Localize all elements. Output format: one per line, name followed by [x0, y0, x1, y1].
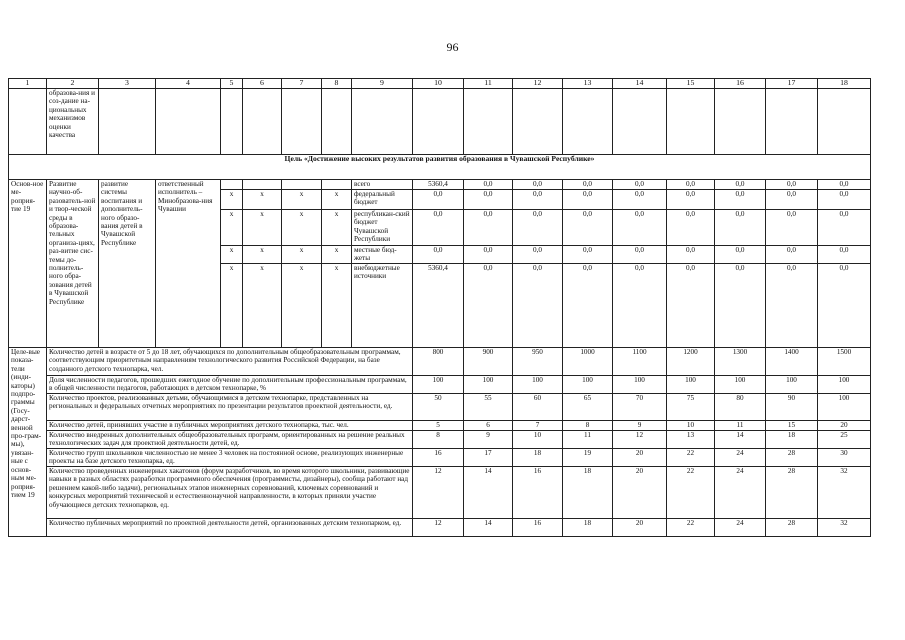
- page-number: 96: [446, 40, 459, 54]
- indicator-value: 11: [715, 421, 766, 431]
- indicator-value: 20: [613, 449, 667, 467]
- table-cell: [9, 89, 47, 155]
- funding-value: 0,0: [413, 190, 464, 210]
- indicator-value: 7: [513, 421, 563, 431]
- funding-value: 0,0: [667, 210, 715, 246]
- indicator-value: 1200: [667, 348, 715, 376]
- mark-cell: [243, 180, 282, 190]
- column-header: 5: [221, 79, 243, 89]
- indicator-value: 11: [563, 431, 613, 449]
- table-cell: [243, 89, 282, 155]
- funding-value: 0,0: [563, 190, 613, 210]
- indicator-value: 9: [464, 431, 513, 449]
- indicator-value: 12: [613, 431, 667, 449]
- mark-cell: x: [221, 190, 243, 210]
- funding-value: 0,0: [464, 180, 513, 190]
- table-cell: [282, 89, 322, 155]
- indicator-text: Доля численности педагогов, прошедших ежегодное обучение по дополнительным профессиональным программам, в общей численности педагогов, работающих в детском технопарке, %: [47, 376, 413, 394]
- table-cell: [352, 89, 413, 155]
- indicator-value: 100: [818, 394, 871, 421]
- table-cell: [715, 89, 766, 155]
- indicator-text: Количество проектов, реализованных детьми, обучающимися в детском технопарке, представленных на региональных и федеральных отчетных мероприятиях по презентации результатов проектной деятельности, ед.: [47, 394, 413, 421]
- table-cell: [464, 89, 513, 155]
- indicator-value: 1000: [563, 348, 613, 376]
- table-cell: [99, 89, 156, 155]
- indicator-value: 1500: [818, 348, 871, 376]
- funding-value: 0,0: [818, 190, 871, 210]
- funding-value: 0,0: [464, 264, 513, 348]
- mark-cell: x: [282, 246, 322, 264]
- column-header: 17: [766, 79, 818, 89]
- indicator-value: 9: [613, 421, 667, 431]
- fragment-row: [9, 89, 871, 155]
- indicator-value: 90: [766, 394, 818, 421]
- funding-value: 0,0: [766, 246, 818, 264]
- indicator-value: 800: [413, 348, 464, 376]
- indicator-row: [9, 519, 871, 537]
- mark-cell: x: [282, 264, 322, 348]
- activity-c2: Развитие научно-об-разователь-ной и твор-ческой среды в образова-тельных организа-циях, раз-витие сис-темы до-полнитель-ного обра-зования детей в Чувашской Республике: [47, 180, 99, 348]
- indicator-text: Количество внедренных дополнительных общеобразовательных программ, ориентированных на решение реальных технологических задач для проектной деятельности детей, ед.: [47, 431, 413, 449]
- column-header: 8: [322, 79, 352, 89]
- funding-source: федеральный бюджет: [352, 190, 413, 210]
- indicator-value: 18: [513, 449, 563, 467]
- indicator-value: 15: [766, 421, 818, 431]
- funding-value: 0,0: [464, 190, 513, 210]
- table-cell: [563, 89, 613, 155]
- funding-value: 0,0: [715, 246, 766, 264]
- mark-cell: x: [243, 246, 282, 264]
- funding-value: 0,0: [563, 180, 613, 190]
- indicator-text: Количество публичных мероприятий по проектной деятельности детей, организованных детским технопарком, ед.: [47, 519, 413, 537]
- column-header: 16: [715, 79, 766, 89]
- mark-cell: x: [221, 246, 243, 264]
- table-cell: [413, 89, 464, 155]
- mark-cell: x: [243, 264, 282, 348]
- funding-value: 0,0: [613, 246, 667, 264]
- indicator-value: 16: [513, 467, 563, 519]
- indicator-value: 1400: [766, 348, 818, 376]
- indicator-text: Количество проведенных инженерных хакатонов (форум разработчиков, во время которого школьники, развивающие навыки в разных областях разработки программного обеспечения (программисты, дизайнеры), сообща работают над решением какой-либо задачи), региональных этапов инженерных соревнований, ключевых соревнований и конкурсных мероприятий технической и естественнонаучной направленности, в которых приняли участие обучающиеся детских технопарков, ед.: [47, 467, 413, 519]
- indicator-value: 12: [413, 467, 464, 519]
- indicator-value: 10: [513, 431, 563, 449]
- funding-value: 0,0: [513, 210, 563, 246]
- indicator-value: 28: [766, 519, 818, 537]
- funding-value: 0,0: [613, 190, 667, 210]
- indicator-row: [9, 467, 871, 519]
- indicator-value: 13: [667, 431, 715, 449]
- indicator-row: [9, 348, 871, 376]
- mark-cell: x: [322, 246, 352, 264]
- funding-value: 0,0: [513, 264, 563, 348]
- funding-value: 0,0: [715, 190, 766, 210]
- indicator-value: 22: [667, 467, 715, 519]
- funding-value: 0,0: [667, 190, 715, 210]
- indicator-value: 20: [613, 467, 667, 519]
- indicator-value: 100: [667, 376, 715, 394]
- indicator-value: 100: [563, 376, 613, 394]
- indicator-value: 100: [413, 376, 464, 394]
- indicator-value: 900: [464, 348, 513, 376]
- indicator-value: 16: [513, 519, 563, 537]
- indicator-value: 65: [563, 394, 613, 421]
- column-header: 14: [613, 79, 667, 89]
- funding-value: 0,0: [613, 210, 667, 246]
- funding-value: 0,0: [818, 246, 871, 264]
- funding-value: 0,0: [667, 180, 715, 190]
- mark-cell: x: [322, 210, 352, 246]
- indicator-value: 12: [413, 519, 464, 537]
- funding-source: всего: [352, 180, 413, 190]
- mark-cell: x: [221, 210, 243, 246]
- column-header: 10: [413, 79, 464, 89]
- mark-cell: [282, 180, 322, 190]
- funding-value: 0,0: [563, 210, 613, 246]
- previous-activity-fragment: образова-ния и соз-дание на-циональных механизмов оценки качества: [47, 89, 99, 155]
- column-header: 1: [9, 79, 47, 89]
- mark-cell: x: [282, 190, 322, 210]
- indicator-value: 22: [667, 449, 715, 467]
- funding-value: 5360,4: [413, 264, 464, 348]
- indicator-value: 100: [766, 376, 818, 394]
- indicator-value: 20: [613, 519, 667, 537]
- indicator-value: 8: [413, 431, 464, 449]
- indicator-value: 60: [513, 394, 563, 421]
- indicator-value: 6: [464, 421, 513, 431]
- indicator-value: 24: [715, 467, 766, 519]
- column-header: 6: [243, 79, 282, 89]
- indicator-value: 100: [513, 376, 563, 394]
- indicator-value: 16: [413, 449, 464, 467]
- funding-value: 0,0: [464, 246, 513, 264]
- funding-value: 0,0: [513, 190, 563, 210]
- mark-cell: x: [322, 264, 352, 348]
- indicator-value: 10: [667, 421, 715, 431]
- column-header: 4: [156, 79, 221, 89]
- funding-value: 0,0: [715, 180, 766, 190]
- indicator-row: [9, 431, 871, 449]
- column-header: 11: [464, 79, 513, 89]
- funding-value: 0,0: [613, 264, 667, 348]
- indicator-value: 18: [563, 467, 613, 519]
- indicator-value: 18: [563, 519, 613, 537]
- column-header: 2: [47, 79, 99, 89]
- table-cell: [766, 89, 818, 155]
- goal-title: Цель «Достижение высоких результатов развития образования в Чувашской Республике»: [9, 155, 871, 180]
- indicator-value: 28: [766, 449, 818, 467]
- indicator-value: 80: [715, 394, 766, 421]
- activity-c3: развитие системы воспитания и дополнитель-ного образо-вания детей в Чувашской Республике: [99, 180, 156, 348]
- mark-cell: x: [322, 190, 352, 210]
- column-header: 15: [667, 79, 715, 89]
- indicator-value: 100: [715, 376, 766, 394]
- indicator-row: [9, 394, 871, 421]
- indicators-label: Целе-вые показа-тели (инди-каторы) подпро-граммы (Госу-дарст-венной про-грам-мы), увязан-ные с основ-ным ме-роприя-тием 19: [9, 348, 47, 537]
- indicator-value: 14: [715, 431, 766, 449]
- table-cell: [513, 89, 563, 155]
- indicator-value: 17: [464, 449, 513, 467]
- indicator-value: 32: [818, 519, 871, 537]
- indicator-value: 5: [413, 421, 464, 431]
- indicator-value: 24: [715, 449, 766, 467]
- funding-value: 0,0: [464, 210, 513, 246]
- goal-row: [9, 155, 871, 180]
- funding-value: 0,0: [818, 264, 871, 348]
- table-cell: [818, 89, 871, 155]
- table-cell: [322, 89, 352, 155]
- indicator-text: Количество групп школьников численностью не менее 3 человек на постоянной основе, реализующих инженерные проекты на базе детского технопарка, ед.: [47, 449, 413, 467]
- funding-source: местные бюд-жеты: [352, 246, 413, 264]
- mark-cell: x: [221, 264, 243, 348]
- funding-value: 0,0: [413, 210, 464, 246]
- funding-value: 0,0: [818, 180, 871, 190]
- funding-value: 0,0: [818, 210, 871, 246]
- funding-source: республикан-ский бюджет Чувашской Республики: [352, 210, 413, 246]
- indicator-value: 100: [464, 376, 513, 394]
- activity-c1: Основ-ное ме-роприя-тие 19: [9, 180, 47, 348]
- indicator-value: 19: [563, 449, 613, 467]
- indicator-value: 100: [613, 376, 667, 394]
- funding-value: 0,0: [667, 264, 715, 348]
- funding-source: внебюджетные источники: [352, 264, 413, 348]
- indicator-value: 18: [766, 431, 818, 449]
- header-row: [9, 79, 871, 89]
- indicator-text: Количество детей, принявших участие в публичных мероприятиях детского технопарка, тыс. чел.: [47, 421, 413, 431]
- indicator-value: 24: [715, 519, 766, 537]
- indicator-value: 25: [818, 431, 871, 449]
- table-cell: [613, 89, 667, 155]
- indicator-value: 32: [818, 467, 871, 519]
- indicator-value: 950: [513, 348, 563, 376]
- funding-value: 0,0: [413, 246, 464, 264]
- mark-cell: x: [282, 210, 322, 246]
- mark-cell: x: [243, 210, 282, 246]
- indicator-row: [9, 449, 871, 467]
- column-header: 13: [563, 79, 613, 89]
- table-cell: [156, 89, 221, 155]
- indicator-value: 28: [766, 467, 818, 519]
- funding-value: 0,0: [715, 210, 766, 246]
- funding-row: [9, 180, 871, 190]
- funding-value: 0,0: [766, 180, 818, 190]
- column-header: 9: [352, 79, 413, 89]
- indicator-value: 55: [464, 394, 513, 421]
- indicator-value: 8: [563, 421, 613, 431]
- column-header: 3: [99, 79, 156, 89]
- funding-value: 0,0: [513, 246, 563, 264]
- funding-value: 0,0: [715, 264, 766, 348]
- indicator-row: [9, 421, 871, 431]
- indicator-value: 30: [818, 449, 871, 467]
- table-cell: [221, 89, 243, 155]
- funding-value: 5360,4: [413, 180, 464, 190]
- funding-value: 0,0: [766, 210, 818, 246]
- mark-cell: x: [243, 190, 282, 210]
- indicator-value: 75: [667, 394, 715, 421]
- funding-value: 0,0: [613, 180, 667, 190]
- column-header: 18: [818, 79, 871, 89]
- indicator-value: 1300: [715, 348, 766, 376]
- indicator-value: 22: [667, 519, 715, 537]
- column-header: 12: [513, 79, 563, 89]
- indicator-value: 1100: [613, 348, 667, 376]
- indicator-value: 14: [464, 519, 513, 537]
- program-table: [8, 78, 871, 537]
- indicator-value: 14: [464, 467, 513, 519]
- indicator-text: Количество детей в возрасте от 5 до 18 лет, обучающихся по дополнительным общеобразовательным программам, соответствующим приоритетным направлениям технологического развития Российской Федерации, на базе созданного детского технопарка, чел.: [47, 348, 413, 376]
- indicator-value: 20: [818, 421, 871, 431]
- mark-cell: [322, 180, 352, 190]
- mark-cell: [221, 180, 243, 190]
- column-header: 7: [282, 79, 322, 89]
- funding-value: 0,0: [766, 264, 818, 348]
- indicator-row: [9, 376, 871, 394]
- funding-value: 0,0: [766, 190, 818, 210]
- table-cell: [667, 89, 715, 155]
- funding-value: 0,0: [563, 264, 613, 348]
- indicator-value: 70: [613, 394, 667, 421]
- funding-value: 0,0: [563, 246, 613, 264]
- indicator-value: 100: [818, 376, 871, 394]
- activity-c4: ответственный исполнитель – Минобразова-ния Чувашии: [156, 180, 221, 348]
- funding-value: 0,0: [513, 180, 563, 190]
- indicator-value: 50: [413, 394, 464, 421]
- funding-value: 0,0: [667, 246, 715, 264]
